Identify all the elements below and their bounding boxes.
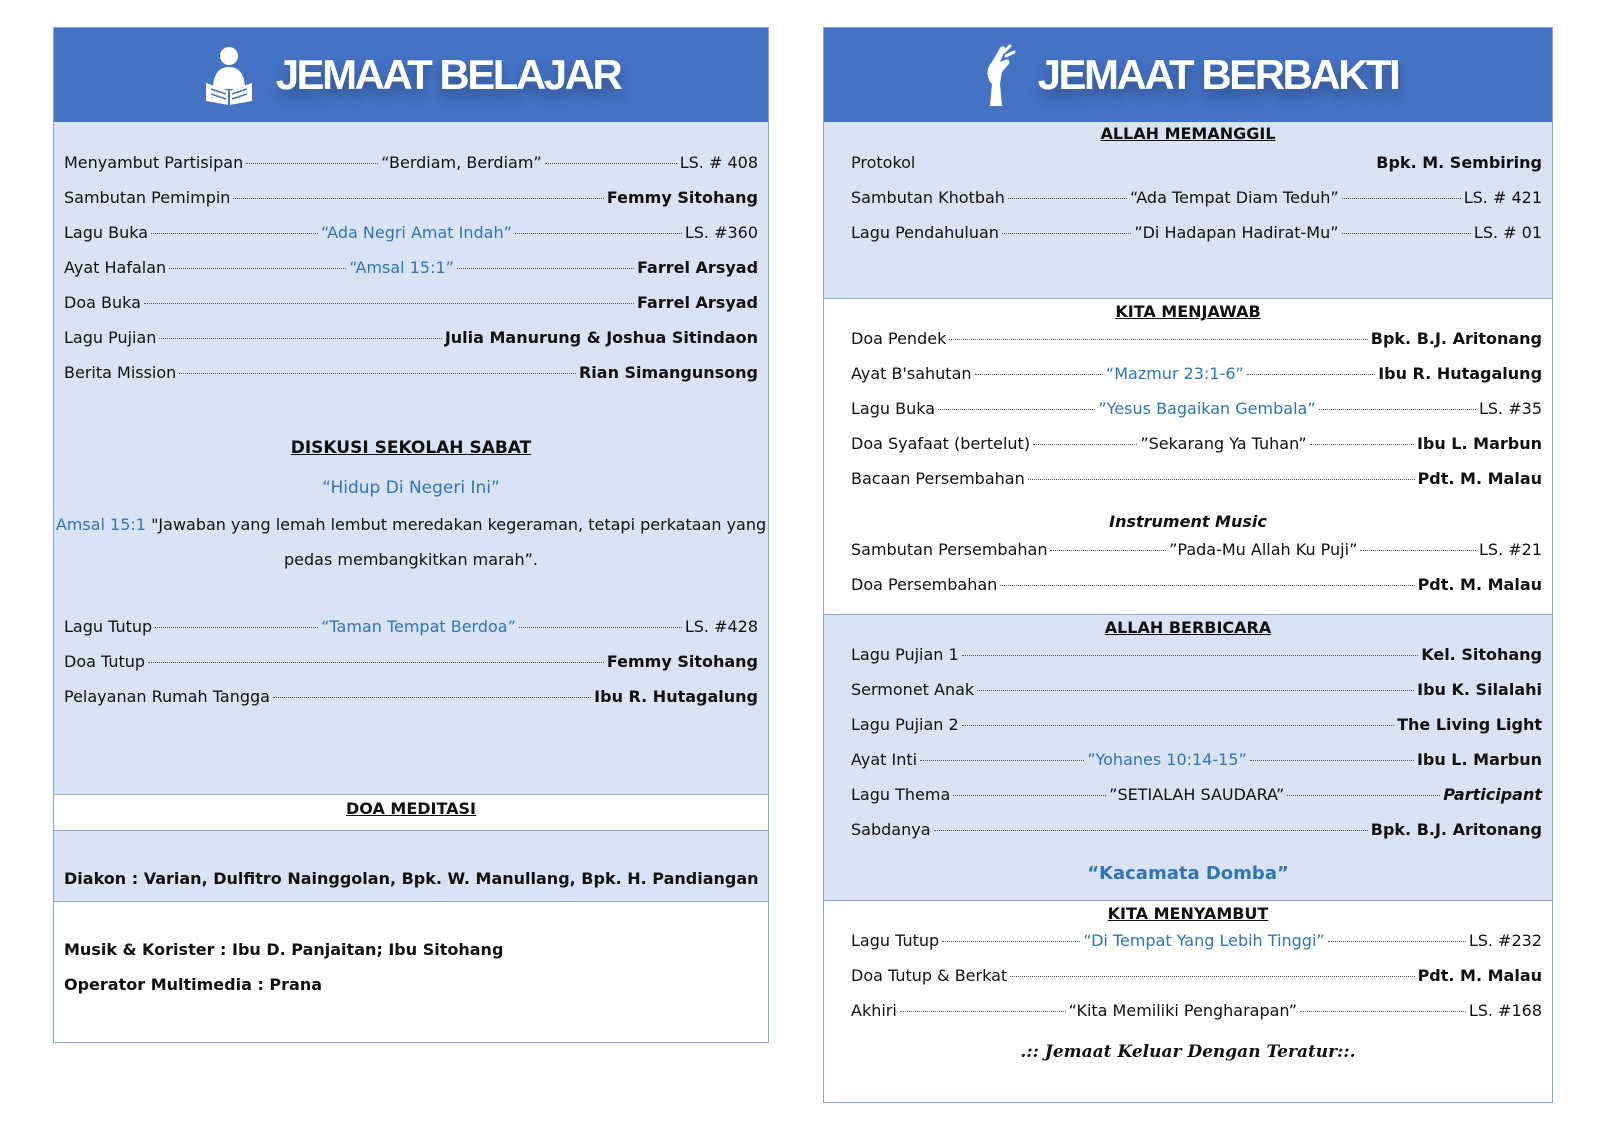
program-row: [64, 687, 758, 717]
allah-berbicara-title: ALLAH BERBICARA: [1104, 618, 1272, 637]
item-title: “Ada Tempat Diam Teduh”: [1130, 188, 1339, 207]
dot-leader: [1000, 585, 1414, 586]
dot-leader: [144, 303, 634, 304]
dot-leader: [1319, 409, 1476, 410]
item-label: Lagu Tutup: [851, 931, 940, 950]
dot-leader: [1342, 198, 1461, 199]
memory-verse-line-2: pedas membangkitkan marah”.: [284, 550, 538, 569]
doa-meditasi-title: DOA MEDITASI: [345, 799, 477, 818]
program-row: [851, 785, 1542, 815]
musik-line: Musik & Korister : Ibu D. Panjaitan; Ibu Sitohang: [64, 940, 504, 959]
item-label: Bacaan Persembahan: [851, 469, 1025, 488]
item-label: Ayat Inti: [851, 750, 918, 769]
kita-menyambut-section: [824, 900, 1552, 1102]
diakon-band: [54, 830, 768, 901]
item-assignee: LS. #168: [1468, 1001, 1542, 1020]
dot-leader: [1310, 444, 1414, 445]
dot-leader: [273, 697, 591, 698]
item-assignee: Bpk. M. Sembiring: [1376, 153, 1542, 172]
item-assignee: LS. #21: [1478, 540, 1542, 559]
item-label: Doa Tutup: [64, 652, 146, 671]
item-title: ”Yesus Bagaikan Gembala”: [1098, 399, 1316, 418]
item-assignee: LS. #428: [684, 617, 759, 636]
dot-leader: [920, 760, 1084, 761]
item-assignee: Julia Manurung & Joshua Sitindaon: [444, 328, 758, 347]
program-row: [851, 645, 1542, 675]
item-assignee: LS. # 01: [1473, 223, 1543, 242]
program-row: [851, 399, 1542, 429]
item-label: Lagu Pendahuluan: [851, 223, 999, 242]
item-title: ”Yohanes 10:14-15”: [1087, 750, 1247, 769]
item-title: “Mazmur 23:1-6”: [1105, 364, 1244, 383]
program-row: [851, 540, 1542, 570]
item-label: Sermonet Anak: [851, 680, 975, 699]
dot-leader: [975, 374, 1103, 375]
jemaat-berbakti-header: [824, 28, 1552, 122]
program-row: [851, 715, 1542, 745]
praising-hand-icon: [978, 44, 1018, 106]
dot-leader: [151, 233, 318, 234]
dot-leader: [545, 163, 677, 164]
item-assignee: Ibu L. Marbun: [1416, 750, 1542, 769]
jemaat-berbakti-title: JEMAAT BERBAKTI: [1037, 51, 1399, 98]
item-label: Lagu Pujian: [64, 328, 157, 347]
program-row: [64, 617, 758, 647]
item-label: Doa Buka: [64, 293, 141, 312]
dot-leader: [1010, 976, 1414, 977]
program-row: [851, 750, 1542, 780]
program-row: [851, 153, 1542, 183]
reading-person-icon: [202, 45, 256, 105]
dot-leader: [1002, 233, 1131, 234]
dot-leader: [1300, 1011, 1466, 1012]
jemaat-belajar-header: [54, 28, 768, 122]
dot-leader: [246, 163, 378, 164]
item-assignee: Pdt. M. Malau: [1417, 966, 1542, 985]
dot-leader: [962, 655, 1419, 656]
item-assignee: Ibu K. Silalahi: [1417, 680, 1542, 699]
program-row: [64, 652, 758, 682]
program-row: [851, 575, 1542, 605]
item-assignee: Bpk. B.J. Aritonang: [1370, 820, 1542, 839]
item-label: Lagu Pujian 2: [851, 715, 959, 734]
dot-leader: [1008, 198, 1127, 199]
item-title: ”SETIALAH SAUDARA”: [1109, 785, 1285, 804]
dot-leader: [1328, 941, 1466, 942]
jemaat-berbakti-panel: [823, 27, 1553, 1103]
dot-leader: [233, 198, 603, 199]
dot-leader: [938, 409, 1095, 410]
dot-leader: [148, 662, 604, 663]
item-label: Lagu Pujian 1: [851, 645, 959, 664]
item-assignee: LS. # 421: [1463, 188, 1542, 207]
item-label: Doa Pendek: [851, 329, 947, 348]
item-label: Lagu Thema: [851, 785, 951, 804]
item-assignee: Participant: [1443, 785, 1542, 804]
dot-leader: [179, 373, 576, 374]
kita-menjawab-title: KITA MENJAWAB: [1115, 302, 1261, 321]
dot-leader: [977, 690, 1414, 691]
dot-leader: [953, 795, 1106, 796]
dot-leader: [1250, 760, 1414, 761]
instrument-music-label: Instrument Music: [1109, 512, 1267, 531]
item-title: ”Pada-Mu Allah Ku Puji”: [1169, 540, 1358, 559]
item-title: ”Di Hadapan Hadirat-Mu”: [1134, 223, 1339, 242]
operator-line: Operator Multimedia : Prana: [64, 975, 323, 994]
item-title: “Ada Negri Amat Indah”: [320, 223, 512, 242]
program-row: [851, 820, 1542, 850]
item-title: “Berdiam, Berdiam”: [381, 153, 542, 172]
kita-menyambut-title: KITA MENYAMBUT: [1107, 904, 1269, 923]
program-row: [851, 188, 1542, 218]
item-label: Sambutan Pemimpin: [64, 188, 231, 207]
diakon-line: Diakon : Varian, Dulfitro Nainggolan, Bpk. W. Manullang, Bpk. H. Pandiangan: [64, 869, 759, 888]
dot-leader: [1028, 479, 1415, 480]
diskusi-subtitle: “Hidup Di Negeri Ini”: [322, 478, 500, 498]
item-label: Akhiri: [851, 1001, 897, 1020]
item-label: Ayat B'sahutan: [851, 364, 972, 383]
item-assignee: Pdt. M. Malau: [1417, 469, 1542, 488]
sermon-title: “Kacamata Domba”: [1087, 863, 1289, 884]
item-assignee: Pdt. M. Malau: [1417, 575, 1542, 594]
item-label: Protokol: [851, 153, 916, 172]
item-title: “Di Tempat Yang Lebih Tinggi”: [1083, 931, 1325, 950]
dot-leader: [169, 268, 346, 269]
item-label: Berita Mission: [64, 363, 177, 382]
program-row: [851, 680, 1542, 710]
item-assignee: Ibu R. Hutagalung: [1378, 364, 1543, 383]
program-row: [64, 328, 758, 358]
item-assignee: Femmy Sitohang: [606, 652, 758, 671]
program-row: [851, 364, 1542, 394]
item-label: Doa Syafaat (bertelut): [851, 434, 1031, 453]
program-row: [851, 434, 1542, 464]
jemaat-belajar-panel: [53, 27, 769, 1043]
dot-leader: [900, 1011, 1066, 1012]
item-assignee: Farrel Arsyad: [637, 293, 758, 312]
diskusi-title: DISKUSI SEKOLAH SABAT: [290, 438, 532, 458]
dot-leader: [1287, 795, 1440, 796]
dot-leader: [1342, 233, 1471, 234]
dot-leader: [515, 233, 682, 234]
item-assignee: The Living Light: [1397, 715, 1542, 734]
allah-berbicara-section: [824, 614, 1552, 900]
item-assignee: Bpk. B.J. Aritonang: [1370, 329, 1542, 348]
item-assignee: LS. #232: [1468, 931, 1542, 950]
dot-leader: [1033, 444, 1137, 445]
dot-leader: [934, 830, 1368, 831]
closing-note: .:: Jemaat Keluar Dengan Teratur::.: [1020, 1042, 1356, 1062]
item-assignee: Rian Simangunsong: [578, 363, 758, 382]
program-row: [64, 153, 758, 183]
program-row: [64, 258, 758, 288]
item-label: Doa Tutup & Berkat: [851, 966, 1008, 985]
doa-meditasi-band: [54, 794, 768, 830]
program-row: [851, 329, 1542, 359]
dot-leader: [1360, 550, 1476, 551]
item-assignee: Kel. Sitohang: [1421, 645, 1542, 664]
item-assignee: Ibu L. Marbun: [1416, 434, 1542, 453]
dot-leader: [942, 941, 1080, 942]
music-operator-band: [54, 901, 768, 1042]
allah-memanggil-title: ALLAH MEMANGGIL: [1100, 124, 1276, 143]
sabbath-school-program: [54, 122, 768, 794]
dot-leader: [519, 627, 682, 628]
item-label: Pelayanan Rumah Tangga: [64, 687, 270, 706]
program-row: [851, 469, 1542, 499]
program-row: [851, 223, 1542, 253]
program-row: [64, 188, 758, 218]
item-assignee: Farrel Arsyad: [637, 258, 759, 277]
item-label: Lagu Buka: [851, 399, 936, 418]
dot-leader: [457, 268, 634, 269]
item-assignee: LS. # 408: [679, 153, 759, 172]
dot-leader: [155, 627, 318, 628]
item-assignee: LS. #360: [684, 223, 759, 242]
jemaat-belajar-title: JEMAAT BELAJAR: [275, 51, 621, 98]
program-row: [851, 931, 1542, 961]
item-label: Menyambut Partisipan: [64, 153, 244, 172]
program-row: [851, 966, 1542, 996]
item-title: “Amsal 15:1”: [349, 258, 454, 277]
program-row: [64, 293, 758, 323]
item-assignee: Ibu R. Hutagalung: [594, 687, 758, 706]
dot-leader: [1050, 550, 1166, 551]
kita-menjawab-section: [824, 298, 1552, 614]
allah-memanggil-section: [824, 122, 1552, 298]
item-assignee: LS. #35: [1478, 399, 1542, 418]
item-label: Sambutan Persembahan: [851, 540, 1048, 559]
program-row: [851, 1001, 1542, 1031]
item-title: “Kita Memiliki Pengharapan”: [1068, 1001, 1297, 1020]
program-row: [64, 223, 758, 253]
verse-text: "Jawaban yang lemah lembut meredakan kegeraman, tetapi perkataan yang: [145, 515, 767, 534]
item-label: Doa Persembahan: [851, 575, 998, 594]
dot-leader: [159, 338, 441, 339]
item-label: Lagu Tutup: [64, 617, 153, 636]
item-title: “Taman Tempat Berdoa”: [321, 617, 516, 636]
item-label: Lagu Buka: [64, 223, 149, 242]
item-assignee: Femmy Sitohang: [606, 188, 758, 207]
program-row: [64, 363, 758, 393]
memory-verse-line: [54, 515, 768, 534]
item-label: Ayat Hafalan: [64, 258, 167, 277]
item-title: ”Sekarang Ya Tuhan”: [1140, 434, 1307, 453]
verse-reference: Amsal 15:1: [55, 515, 146, 534]
dot-leader: [962, 725, 1394, 726]
item-label: Sabdanya: [851, 820, 931, 839]
dot-leader: [1247, 374, 1375, 375]
dot-leader: [949, 339, 1367, 340]
item-label: Sambutan Khotbah: [851, 188, 1005, 207]
